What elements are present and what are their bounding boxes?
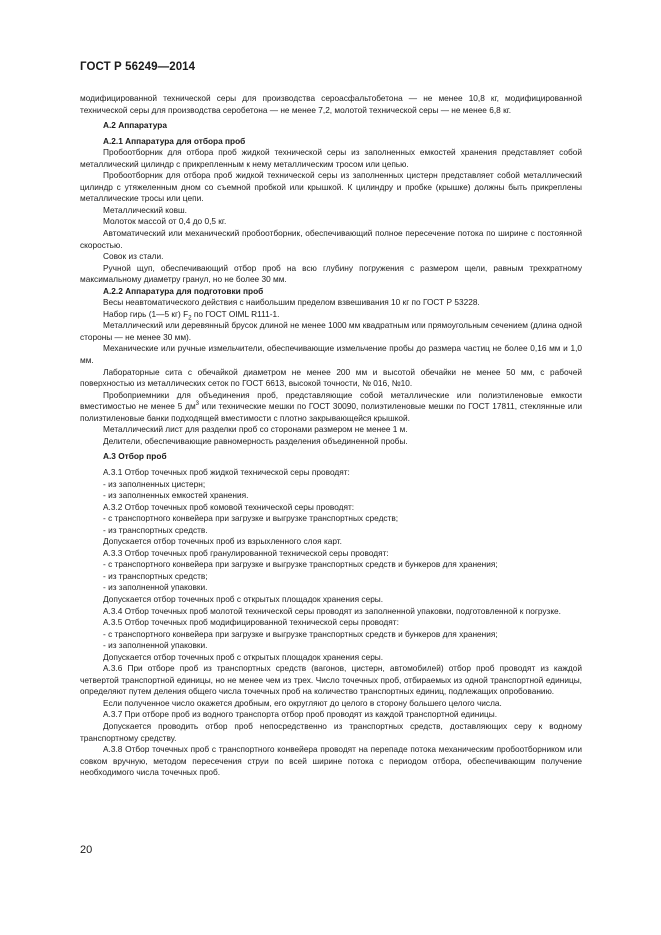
list-item: - из заполненной упаковки. xyxy=(103,640,208,651)
paragraph: Металлический ковш. xyxy=(103,204,187,215)
list-item: - из заполненных цистерн; xyxy=(103,478,206,489)
paragraph: А.3.7 При отборе проб из водного транспорта отбор проб проводят из каждой транспортной единицы. xyxy=(103,709,498,720)
paragraph: Автоматический или механический пробоотборник, обеспечивающий полное пересечение потока по ширине с постоянной скоростью. xyxy=(80,228,582,250)
paragraph: Допускается отбор точечных проб с открытых площадок хранения серы. xyxy=(103,651,384,662)
list-item: - из заполненной упаковки. xyxy=(103,582,208,593)
list-item: - с транспортного конвейера при загрузке и выгрузке транспортных средств и бункеров для хранения; xyxy=(103,559,498,570)
paragraph: Допускается проводить отбор проб непосредственно из транспортных средств, доставляющих серу к водному транспортному средству. xyxy=(80,720,582,743)
paragraph: Пробоотборник для отбора проб жидкой технической серы из заполненных емкостей хранения представляет собой металлический цилиндр с прикрепленным к нему металлическим тросом или цепью. xyxy=(80,147,582,169)
paragraph: А.3.8 Отбор точечных проб с транспортного конвейера проводят на перепаде потока механическим пробоотборником или совком вручную, методом пересечения струи по всей ширине потока с периодом отбора, обеспечивающим получение необходимого числа точечных проб. xyxy=(80,744,582,778)
paragraph: Ручной щуп, обеспечивающий отбор проб на всю глубину погружения с размером щели, равным трехкратному максимальному диаметру гранул, но не более 30 мм. xyxy=(80,262,582,285)
paragraph xyxy=(80,309,582,321)
superscript: 3 xyxy=(195,401,199,408)
text-run: или технические мешки по ГОСТ 30090, полиэтиленовые мешки по ГОСТ 17811, стеклянные или полиэтиленовые банки подходящей вместимости с плотно закрывающейся крышкой. xyxy=(80,401,583,423)
paragraph: Молоток массой от 0,4 до 0,5 кг. xyxy=(103,216,227,227)
subsection-heading-a2-2: А.2.2 Аппаратура для подготовки проб xyxy=(103,285,264,296)
paragraph: Механические или ручные измельчители, обеспечивающие измельчение пробы до размера частиц не более 0,16 мм и 1,0 мм. xyxy=(80,343,582,366)
paragraph: А.3.3 Отбор точечных проб гранулированной технической серы проводят: xyxy=(103,547,389,558)
text-run: Набор гирь (1—5 кг) F xyxy=(103,308,189,319)
paragraph xyxy=(80,390,582,425)
paragraph: А.3.2 Отбор точечных проб комовой технической серы проводят: xyxy=(103,501,355,512)
list-item: - из заполненных емкостей хранения. xyxy=(103,490,249,501)
paragraph: Делители, обеспечивающие равномерность разделения объединенной пробы. xyxy=(103,435,408,446)
section-heading-a2: А.2 Аппаратура xyxy=(103,120,167,131)
paragraph: Пробоотборник для отбора проб жидкой технической серы из заполненных цистерн представляет собой металлический цилиндр с утяжеленным дном со съемной пробкой или крышкой. К цилиндру и пробке (крышке) должны быть прикреплены металлические тросы или цепи. xyxy=(80,170,582,204)
text-run: Пробоприемники для объединения проб, представляющие собой металлические или полиэтиленовые емкости вместимостью не менее 5 дм xyxy=(80,389,582,412)
subsection-heading-a2-1: А.2.1 Аппаратура для отбора проб xyxy=(103,135,246,146)
paragraph: Совок из стали. xyxy=(103,251,164,262)
paragraph: Если полученное число окажется дробным, его округляют до целого в сторону большего целого числа. xyxy=(103,697,502,708)
section-heading-a3: А.3 Отбор проб xyxy=(103,451,167,462)
document-header: ГОСТ Р 56249—2014 xyxy=(80,61,196,73)
paragraph: Весы неавтоматического действия с наибольшим пределом взвешивания 10 кг по ГОСТ Р 53228. xyxy=(103,297,480,308)
paragraph: модифицированной технической серы для производства сероасфальтобетона — не менее 10,8 кг, модифицированной технической серы для производства серобетона — не менее 7,2, молотой технической серы — не менее 6,8 кг. xyxy=(80,93,582,115)
paragraph: Лабораторные сита с обечайкой диаметром не менее 200 мм и высотой обечайки не менее 50 мм, с рабочей поверхностью из металлических сеток по ГОСТ 6613, высокой точности, № 016, №10. xyxy=(80,366,582,389)
list-item: - с транспортного конвейера при загрузке и выгрузке транспортных средств и бункеров для хранения; xyxy=(103,628,498,639)
paragraph: А.3.6 При отборе проб из транспортных средств (вагонов, цистерн, автомобилей) отбор проб проводят из каждой четвертой транспортной единицы, но не менее чем из трех. Число точечных проб, отбираемых из одной транспортной единицы, определяют путем деления общего числа точечных проб на количество транспортных единиц, подлежащих опробованию. xyxy=(80,663,582,697)
paragraph: А.3.1 Отбор точечных проб жидкой технической серы проводят: xyxy=(103,466,350,477)
list-item: - с транспортного конвейера при загрузке и выгрузке транспортных средств; xyxy=(103,513,399,524)
subscript: 2 xyxy=(188,315,192,322)
paragraph: А.3.5 Отбор точечных проб модифицированной технической серы проводят: xyxy=(103,617,399,628)
page-body xyxy=(80,93,582,779)
paragraph: Металлический лист для разделки проб со сторонами размером не менее 1 м. xyxy=(103,424,408,435)
paragraph: А.3.4 Отбор точечных проб молотой технической серы проводят из заполненной упаковки, подготовленной к погрузке. xyxy=(103,605,561,616)
text-run: по ГОСТ OIML R111-1. xyxy=(191,308,280,319)
paragraph: Металлический или деревянный брусок длиной не менее 1000 мм квадратным или прямоугольным сечением (длина одной стороны — не менее 30 мм). xyxy=(80,320,582,342)
page-number: 20 xyxy=(80,844,93,856)
paragraph: Допускается отбор точечных проб из взрыхленного слоя карт. xyxy=(103,536,342,547)
list-item: - из транспортных средств. xyxy=(103,524,208,535)
list-item: - из транспортных средств; xyxy=(103,570,208,581)
paragraph: Допускается отбор точечных проб с открытых площадок хранения серы. xyxy=(103,593,384,604)
